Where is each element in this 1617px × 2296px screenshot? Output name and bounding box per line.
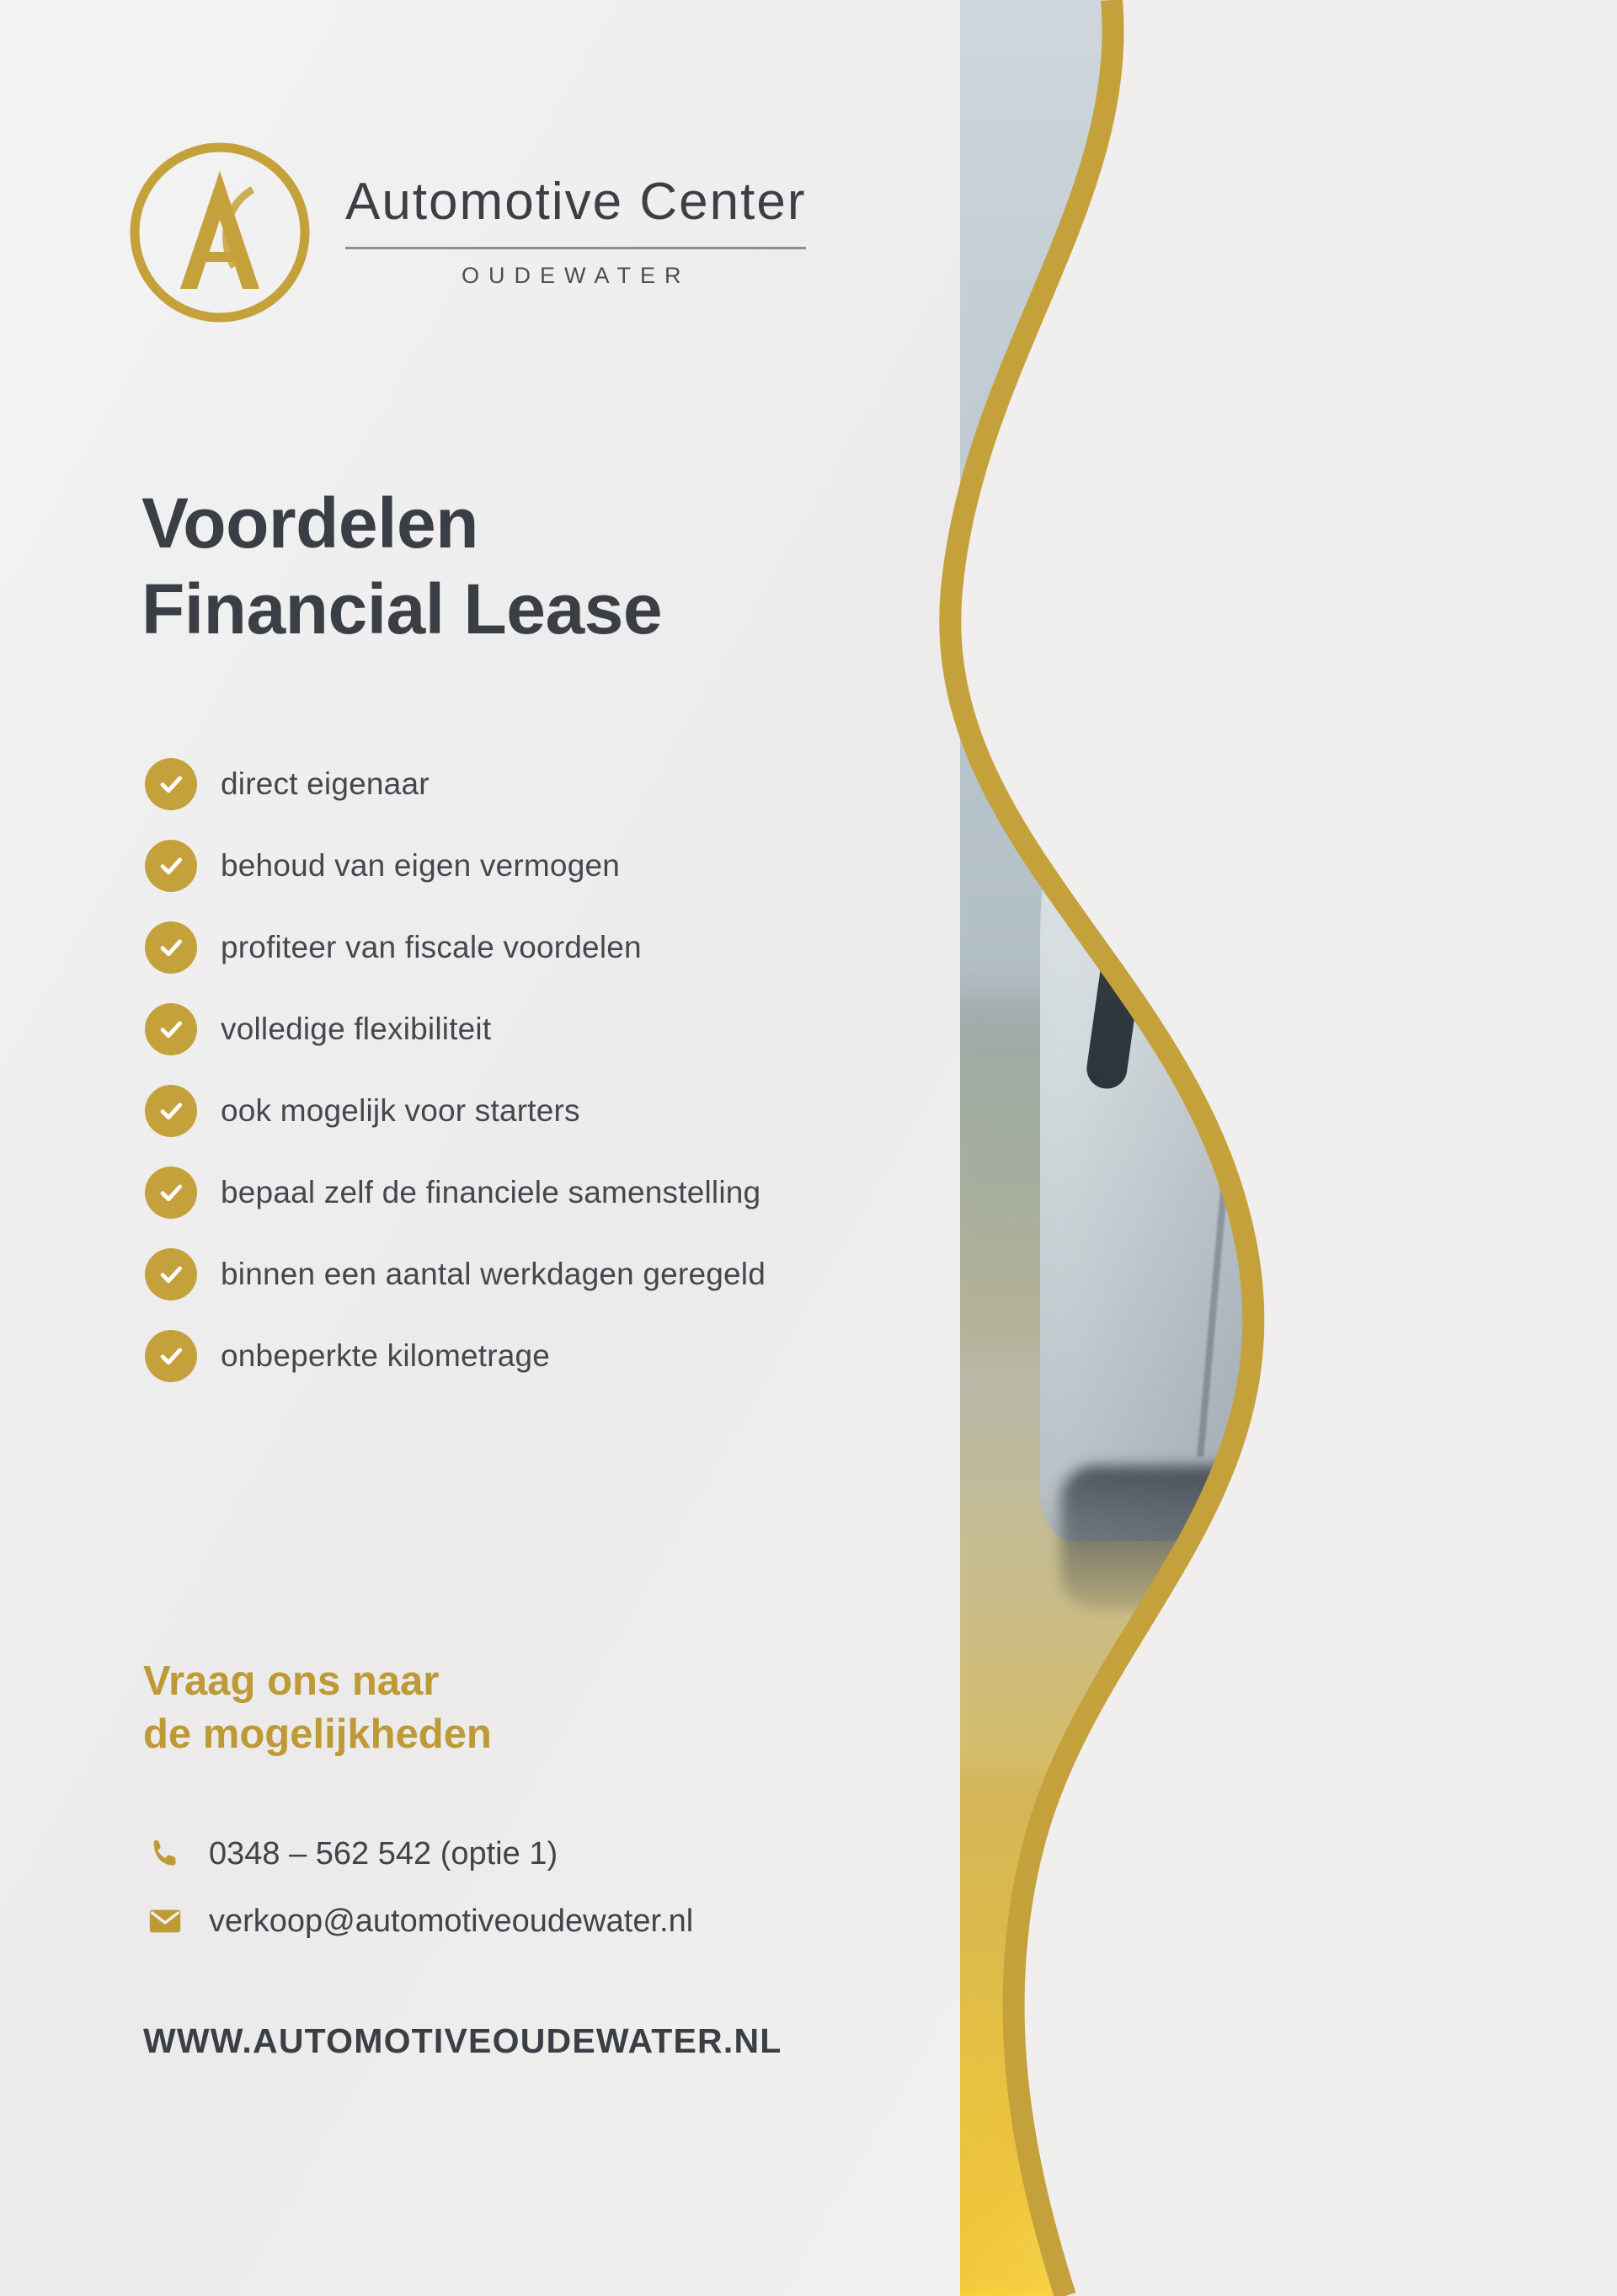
brand-name: Automotive Center [345,173,807,231]
list-item [145,1330,987,1382]
page-title [141,480,662,653]
car-illustration [960,0,1617,2296]
cta-line-1: Vraag ons naar [143,1658,440,1704]
car-ground-shadow [1213,1786,1617,1904]
benefit-label: behoud van eigen vermogen [221,848,621,883]
email-address: verkoop@automotiveoudewater.nl [209,1903,694,1939]
circle-a-monogram-icon [126,139,313,326]
benefit-label: direct eigenaar [221,766,430,801]
benefit-label: volledige flexibiliteit [221,1012,492,1046]
headline-line-2: Financial Lease [141,569,663,649]
check-circle-icon [145,1085,197,1137]
check-circle-icon [145,1003,197,1055]
cta-line-2: de mogelijkheden [143,1711,492,1757]
rim-spoke [1527,1552,1611,1654]
cta-heading [143,1655,492,1760]
list-item [145,1248,987,1300]
hero-photo [960,0,1617,2296]
benefits-list [145,758,987,1412]
list-item [145,921,987,974]
contact-email[interactable] [143,1899,985,1943]
rim-spoke [1464,1552,1548,1654]
car-side-mirror [1499,950,1617,1051]
envelope-icon [143,1899,187,1943]
headline-line-1: Voordelen [141,483,478,563]
contact-phone[interactable] [143,1832,985,1876]
rim-spoke [1524,1647,1550,1754]
list-item [145,1167,987,1219]
check-circle-icon [145,921,197,974]
check-circle-icon [145,1330,197,1382]
brand-wordmark [345,173,807,289]
list-item [145,840,987,892]
benefit-label: bepaal zelf de financiele samenstelling [221,1175,761,1209]
website-url[interactable]: WWW.AUTOMOTIVEOUDEWATER.NL [143,2021,782,2060]
check-circle-icon [145,1167,197,1219]
benefit-label: onbeperkte kilometrage [221,1338,551,1373]
benefit-label: ook mogelijk voor starters [221,1093,580,1128]
brand-divider [345,247,806,249]
benefit-label: profiteer van fiscale voordelen [221,930,642,964]
contact-block [143,1832,985,1967]
brand-logo [126,139,806,326]
check-circle-icon [145,758,197,810]
brand-location: OUDEWATER [461,263,691,288]
car-window-reflection [1213,825,1406,994]
phone-number: 0348 – 562 542 (optie 1) [209,1835,558,1872]
list-item [145,1085,987,1137]
check-circle-icon [145,1248,197,1300]
phone-icon [143,1832,187,1876]
list-item [145,758,987,810]
list-item [145,1003,987,1055]
check-circle-icon [145,840,197,892]
benefit-label: binnen een aantal werkdagen geregeld [221,1257,766,1291]
